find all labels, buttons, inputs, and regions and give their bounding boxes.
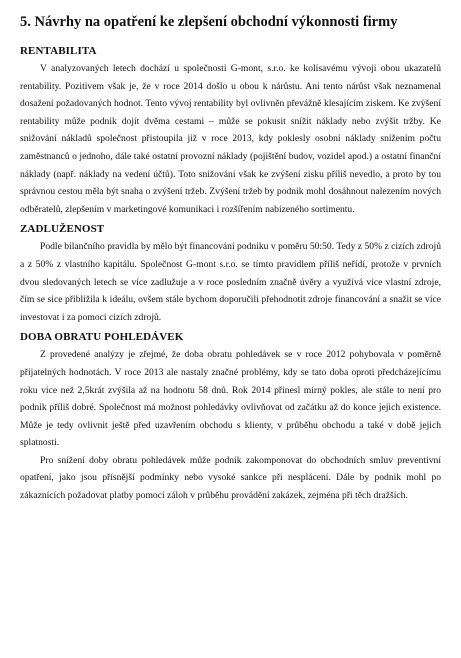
paragraph: Podle bilančního pravidla by mělo být financování podniku v poměru 50:50. Tedy z 50% z cizích zdrojů a z 50% z vlastního kapitálu. Společnost G-mont s.r.o. se tímto pravidlem příliš neřídí, protože v prvních dvou sledovaných letech se více zadlužuje a v roce posledním značně úvěry a využívá více vlastní zdroje, čím se sice přibližila k ideálu, ovšem stále bychom doporučili přehodnotit zdroje financování a snažit se více investovat i za pomoci cizích zdrojů. <box>20 241 441 323</box>
section-zadluzenost <box>20 223 441 326</box>
section-doba-obratu-pohledavek <box>20 331 441 504</box>
paragraph: Z provedené analýzy je zřejmé, že doba obratu pohledávek se v roce 2012 pohybovala v poměrně přijatelných hodnotách. V roce 2013 ale nastaly značné problémy, kdy se tato doba oproti předcházejícímu roku více než 2,5krát zvýšila až na hodnotu 58 dnů. Rok 2014 přinesl mírný pokles, ale stále to není pro podnik příliš dobré. Společnost má možnost pohledávky ovlivňovat od začátku až do konce jejich existence. Může je tedy ovlivnit ještě před uzavřením obchodu s klienty, v průběhu obchodu a také v době jejich splatnosti. <box>20 349 441 449</box>
section-heading: DOBA OBRATU POHLEDÁVEK <box>20 331 184 344</box>
paragraph: Pro snížení doby obratu pohledávek může podnik zakomponovat do obchodních smluv preventivní opatření, jako jsou přísnější podmínky nebo vysoké sankce při nesplácení. Dále by podnik mohl po zákaznících požadovat platby pomocí záloh v průběhu provádění zakázek, zejména při těch dražších. <box>20 454 441 502</box>
section-heading: RENTABILITA <box>20 45 97 57</box>
section-rentabilita <box>20 45 441 218</box>
section-heading: ZADLUŽENOST <box>20 223 105 236</box>
paragraph: V analyzovaných letech dochází u společnosti G-mont, s.r.o. ke kolísavému vývoji obou ukazatelů rentability. Pozitivem však je, že v roce 2014 došlo u obou k nárůstu. Ani tento nárůst však neznamenal dosažení požadovaných hodnot. Tento vývoj rentability byl ovlivněn převážně klesajícím ziskem. Ke zvýšení rentability může podnik dojít dvěma cestami – může se pokusit snížit náklady nebo zvýšit tržby. Ke snižování nákladů společnost přistoupila již v roce 2013, kdy poklesly osobní náklady snížením počtu zaměstnanců o jednoho, dále také ostatní provozní náklady (pojištění budov, vozidel apod.) a ostatní finanční náklady (např. náklady na vedení účtů). Toto snižování však ke zvýšení zisku příliš nevedlo, a proto by tou správnou cestou měla být snaha o zvýšení tržeb. Zvýšení tržeb by podnik mohl dosáhnout nalezením nových odběratelů, zlepšením v marketingové komunikaci i rozšířením nabízeného sortimentu. <box>20 63 441 215</box>
chapter-title: 5. Návrhy na opatření ke zlepšení obchodní výkonnosti firmy <box>20 14 398 30</box>
